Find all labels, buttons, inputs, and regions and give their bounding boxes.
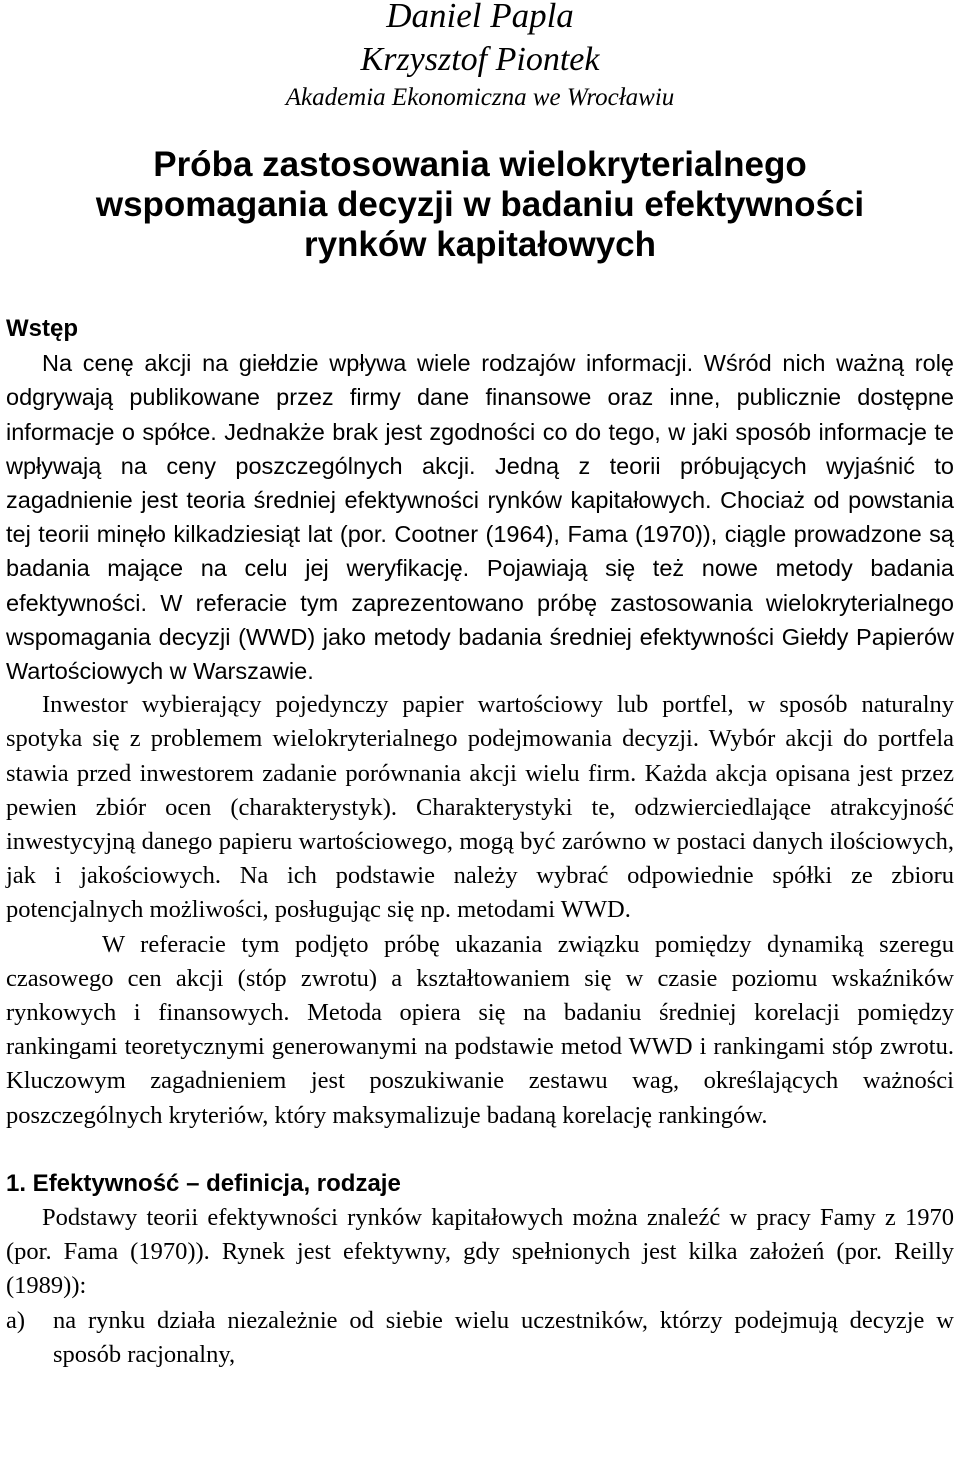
section-1-heading: 1. Efektywność – definicja, rodzaje <box>6 1169 401 1197</box>
intro-heading: Wstęp <box>6 315 78 342</box>
section-1-paragraph: Podstawy teorii efektywności rynków kapitałowych można znaleźć w pracy Famy z 1970 (por. Fama (1970)). Rynek jest efektywny, gdy spełnionych jest kilka założeń (por. Reilly (1989)): <box>6 1204 954 1300</box>
intro-paragraph: Na cenę akcji na giełdzie wpływa wiele rodzajów informacji. Wśród nich ważną rolę odgrywają publikowane przez firmy dane finansowe oraz inne, publicznie dostępne informacje o spółce. Jednakże brak jest zgodności co do tego, w jaki sposób informacje te wpływają na ceny poszczególnych akcji. Jedną z teorii próbujących wyjaśnić to zagadnienie jest teoria średniej efektywności rynków kapitałowych. Chociaż od powstania tej teorii minęło kilkadziesiąt lat (por. Cootner (1964), Fama (1970)), ciągle prowadzone są badania mające na celu jej weryfikację. Pojawiają się też nowe metody badania efektywności. W referacie tym zaprezentowano próbę zastosowania wielokryterialnego wspomagania decyzji (WWD) jako metody badania średniej efektywności Giełdy Papierów Wartościowych w Warszawie. <box>6 350 954 685</box>
paragraph-2: Inwestor wybierający pojedynczy papier wartościowy lub portfel, w sposób naturalny spotyka się z problemem wielokryterialnego podejmowania decyzji. Wybór akcji do portfela stawia przed inwestorem zadanie porównania akcji wielu firm. Każda akcja opisana jest przez pewien zbiór ocen (charakterystyk). Charakterystyki te, odzwierciedlające atrakcyjność inwestycyjną danego papieru wartościowego, mogą być zarówno w postaci danych ilościowych, jak i jakościowych. Na ich podstawie należy wybrać odpowiednie spółki ze zbioru potencjalnych możliwości, posługując się np. metodami WWD. <box>6 691 954 924</box>
affiliation: Akademia Ekonomiczna we Wrocławiu <box>285 84 675 111</box>
list-item <box>6 1304 954 1372</box>
title-line-2: wspomagania decyzji w badaniu efektywności <box>95 185 865 224</box>
author-2: Krzysztof Piontek <box>360 41 600 78</box>
title-line-1: Próba zastosowania wielokryterialnego <box>153 145 807 184</box>
assumption-list <box>6 1304 954 1372</box>
paper-body <box>6 312 954 1372</box>
title-line-3: rynków kapitałowych <box>303 225 657 264</box>
paragraph-3: W referacie tym podjęto próbę ukazania związku pomiędzy dynamiką szeregu czasowego cen akcji (stóp zwrotu) a kształtowaniem się w czasie poziomu wskaźników rynkowych i finansowych. Metoda opiera się na badaniu średniej korelacji pomiędzy rankingami teoretycznymi generowanymi na podstawie metod WWD i rankingami stóp zwrotu. Kluczowym zagadnieniem jest poszukiwanie zestawu wag, określających ważności poszczególnych kryteriów, który maksymalizuje badaną korelację rankingów. <box>6 930 954 1129</box>
paper-title <box>0 145 960 265</box>
author-1: Daniel Papla <box>386 0 574 35</box>
list-item-text: na rynku działa niezależnie od siebie wielu uczestników, którzy podejmują decyzje w sposób racjonalny, <box>53 1306 954 1368</box>
list-marker: a) <box>6 1306 26 1334</box>
